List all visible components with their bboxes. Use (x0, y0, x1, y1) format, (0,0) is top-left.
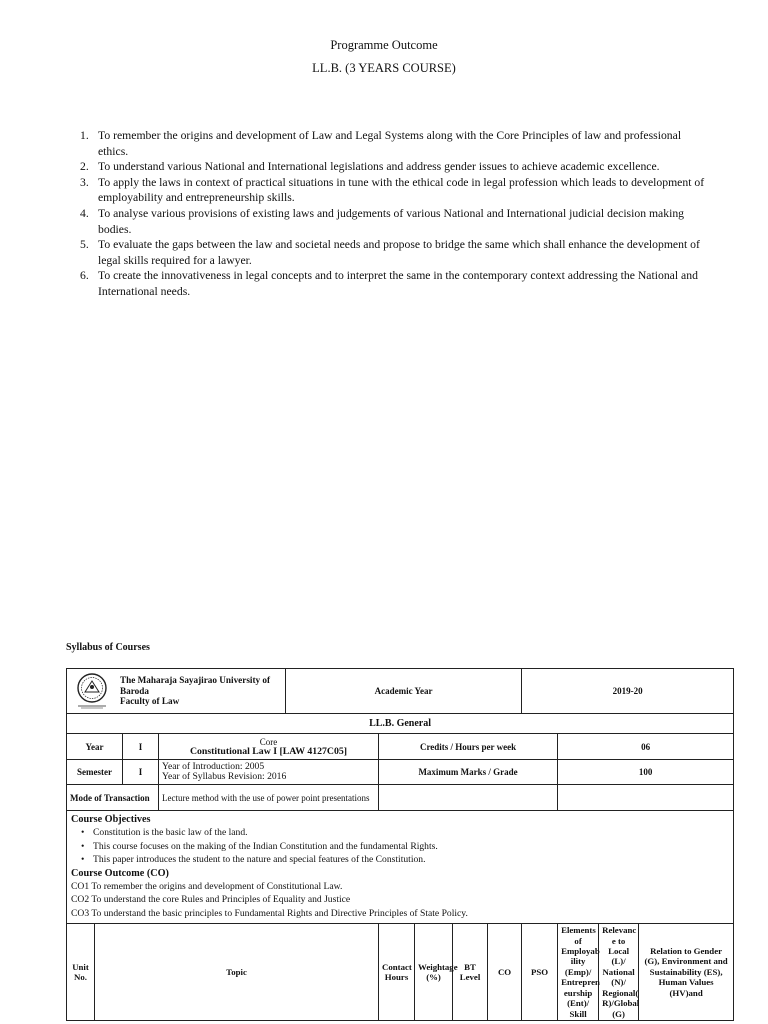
semester-label: Semester (67, 760, 123, 785)
outcome-text: To understand various National and International legislations and address gender issues to achieve academic excellence. (98, 160, 660, 174)
empty-cell (379, 785, 558, 811)
mode-label: Mode of Transaction (67, 785, 159, 811)
core-label: Core (259, 736, 278, 747)
objectives-cell (67, 811, 734, 924)
academic-year-label: Academic Year (286, 669, 522, 714)
column-header-pso: PSO (522, 924, 558, 1021)
outcome-text: To create the innovativeness in legal concepts and to interpret the same in the contemporary context addressing the National and International needs. (98, 269, 698, 298)
table-row (67, 734, 734, 760)
outcome-number: 2. (80, 160, 89, 174)
course-outcome-item: CO2 To understand the core Rules and Principles of Equality and Justice (71, 894, 351, 906)
column-header-relevance: Relevanc e to Local (L)/ National (N)/ Regional( R)/Global (G) (599, 924, 639, 1021)
table-row (67, 811, 734, 924)
table-header-row (67, 924, 734, 1021)
programme-subtitle: LL.B. (3 YEARS COURSE) (312, 61, 456, 75)
course-name: Constitutional Law I [LAW 4127C05] (189, 745, 348, 757)
outcome-item (72, 159, 712, 175)
marks-label: Maximum Marks / Grade (379, 760, 558, 785)
outcome-text: To analyse various provisions of existing laws and judgements of various National and International judicial decision making bodies. (98, 206, 685, 236)
syllabus-label: Syllabus of Courses (66, 642, 150, 653)
table-row (67, 785, 734, 811)
list-item: • This course focuses on the making of the Indian Constitution and the fundamental Rights. (93, 840, 729, 853)
column-header-relation: Relation to Gender (G), Environment and Sustainability (ES), Human Values (HV)and (639, 924, 734, 1021)
credits-value: 06 (558, 734, 734, 760)
mode-value: Lecture method with the use of power point presentations (159, 785, 379, 811)
year-info-cell (159, 760, 379, 785)
outcome-text: To apply the laws in context of practical situations in tune with the ethical code in legal profession which leads to development of employability and entrepreneurship skills. (98, 175, 705, 205)
objectives-list (71, 826, 729, 866)
table-row (67, 714, 734, 734)
column-header-elements: Elements of Employab ility (Emp)/ Entrepren eurship (Ent)/ Skill (558, 924, 599, 1021)
outcome-item (72, 175, 712, 206)
table-row (67, 760, 734, 785)
page-title: Programme Outcome (330, 38, 438, 52)
column-header-topic: Topic (95, 924, 379, 1021)
outcome-number: 3. (80, 175, 89, 189)
course-outcome-item: CO1 To remember the origins and development of Constitutional Law. (71, 881, 343, 893)
faculty-name: Faculty of Law (120, 696, 180, 707)
outcome-text: To evaluate the gaps between the law and societal needs and propose to bridge the same which shall enhance the development of legal skills required for a lawyer. (98, 238, 700, 267)
intro-year: Year of Introduction: 2005 (162, 761, 265, 772)
university-name: The Maharaja Sayajirao University of Baroda (120, 675, 271, 696)
credits-label: Credits / Hours per week (379, 734, 558, 760)
year-value: I (123, 734, 159, 760)
course-title-cell (159, 734, 379, 760)
semester-value: I (123, 760, 159, 785)
column-header-bt-level: BT Level (453, 924, 488, 1021)
year-label: Year (67, 734, 123, 760)
outcome-number: 6. (80, 269, 89, 283)
academic-year-value: 2019-20 (522, 669, 734, 714)
column-header-unit: Unit No. (67, 924, 95, 1021)
revision-year: Year of Syllabus Revision: 2016 (162, 771, 287, 782)
course-outcome-item: CO3 To understand the basic principles to Fundamental Rights and Directive Principles of State Policy. (71, 907, 468, 919)
outcome-item (72, 237, 712, 268)
objectives-heading: Course Objectives (71, 814, 151, 825)
list-item: • This paper introduces the student to the nature and special features of the Constitution. (93, 853, 729, 866)
outcome-item (72, 268, 712, 299)
outcome-number: 1. (80, 129, 89, 142)
syllabus-table (66, 668, 734, 1021)
outcome-number: 4. (80, 206, 89, 220)
column-header-co: CO (488, 924, 522, 1021)
list-item: • Constitution is the basic law of the land. (93, 826, 729, 839)
column-header-weightage: Weightage (%) (415, 924, 453, 1021)
column-header-contact-hours: Contact Hours (379, 924, 415, 1021)
programme-name: LL.B. General (67, 714, 734, 734)
university-cell (67, 669, 286, 714)
university-seal-icon (70, 671, 114, 711)
marks-value: 100 (558, 760, 734, 785)
course-outcome-heading: Course Outcome (CO) (71, 867, 169, 879)
outcome-text: To remember the origins and development of Law and Legal Systems along with the Core Principles of law and professional ethics. (98, 129, 682, 158)
programme-outcome-list (72, 128, 712, 300)
outcome-item (72, 128, 712, 159)
outcome-item (72, 206, 712, 237)
table-row (67, 669, 734, 714)
empty-cell (558, 785, 734, 811)
outcome-number: 5. (80, 238, 89, 252)
